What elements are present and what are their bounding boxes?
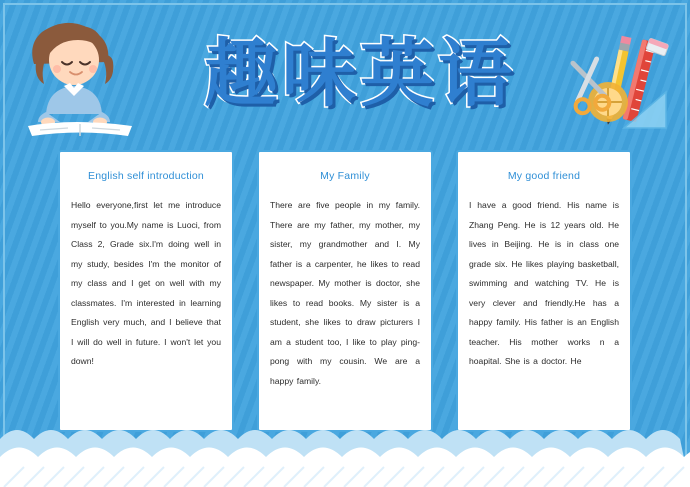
card-body: I have a good friend. His name is Zhang Peng. He is 12 years old. He lives in Beijing. He is in class one grade six. He likes playing basketball, swimming and watching TV. He is very clever and friendly.He has a happy family. His father is an English teacher. His mother works n a hoapital. She is a doctor. He: [469, 200, 619, 366]
card-title: My good friend: [507, 170, 581, 182]
article-cards: [0, 150, 690, 432]
card-body: Hello everyone,first let me introduce myself to you.My name is Luoci, from Class 2, Grade six.I'm doing well in my study, besides I'm the monitor of my class and I get on well with my classmates. I'm interested in learning English very much, and I believe that I will do well in future. I won't let you down!: [71, 200, 221, 366]
card-my-family: [257, 150, 433, 432]
card-title: My Family: [320, 170, 370, 182]
card-english-self-introduction: [58, 150, 234, 432]
poster-title-text: 趣味英语: [204, 31, 516, 117]
card-body: There are five people in my family. There are my father, my mother, my sister, my grandmother and I. My father is a carpenter, he likes to read newspaper. My mother is doctor, she likes to read books. My sister is a student, she likes to draw picturers I am a student too, I like to play ping-pong with my cousin. We are a happy family.: [270, 200, 420, 386]
card-my-good-friend: [456, 150, 632, 432]
stationery-illustration: [562, 34, 682, 130]
poster-title: [150, 26, 570, 122]
girl-reading-illustration: [12, 14, 148, 142]
card-title: English self introduction: [88, 170, 204, 182]
cloud-wave-border: [0, 409, 690, 487]
